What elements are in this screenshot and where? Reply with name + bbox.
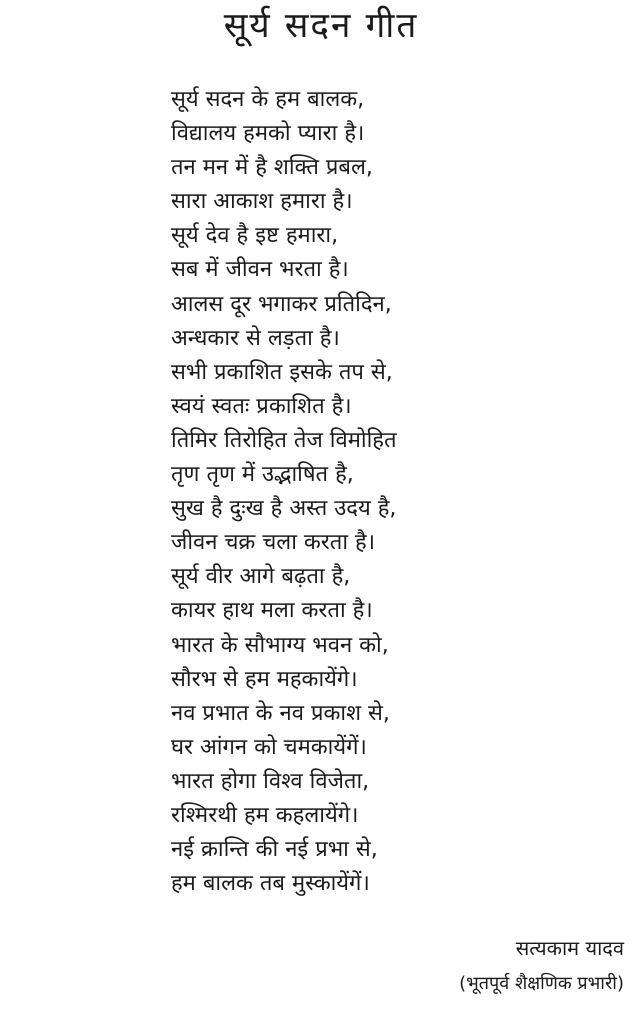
poem-line: आलस दूर भगाकर प्रतिदिन, [171,291,392,317]
poem-line: सूर्य सदन के हम बालक, [171,87,365,112]
poem-line: नई क्रान्ति की नई प्रभा से, [171,837,378,863]
poem-line: कायर हाथ मला करता है। [171,598,373,624]
poem-line: सारा आकाश हमारा है। [171,189,353,215]
poem-title: सूर्य सदन गीत [223,6,419,46]
poem-line: सूर्य देव है इष्ट हमारा, [171,223,339,249]
poem-body [171,83,397,901]
author-block [459,933,624,999]
poem-line: नव प्रभात के नव प्रकाश से, [171,700,390,726]
poem-line: जीवन चक्र चला करता है। [171,530,376,556]
poem-line: सभी प्रकाशित इसके तप से, [171,359,393,385]
poem-line: सब में जीवन भरता है। [171,257,349,283]
poem-line: विद्यालय हमको प्यारा है। [171,121,365,147]
author-role: (भूतपूर्व शैक्षणिक प्रभारी) [459,973,624,994]
poem-line: हम बालक तब मुस्कायेंगें। [171,871,370,897]
poem-line: भारत के सौभाग्य भवन को, [171,632,389,658]
poem-line: भारत होगा विश्व विजेता, [171,768,370,794]
poem-line: तृण तृण में उद्भाषित है, [171,462,354,488]
poem-line: सूर्य वीर आगे बढ़ता है, [171,564,351,590]
poem-line: तिमिर तिरोहित तेज विमोहित [171,427,397,453]
poem-line: तन मन में है शक्ति प्रबल, [171,155,373,181]
poem-line: घर आंगन को चमकायेंगें। [171,734,367,760]
poem-line: रश्मिरथी हम कहलायेंगे। [171,802,359,828]
poem-line: सुख है दुःख है अस्त उदय है, [171,496,397,522]
poem-line: सौरभ से हम महकायेंगे। [171,666,358,692]
author-name: सत्यकाम यादव [515,936,624,960]
poem-line: स्वयं स्वतः प्रकाशित है। [171,393,352,419]
poem-line: अन्धकार से लड़ता है। [171,325,340,351]
